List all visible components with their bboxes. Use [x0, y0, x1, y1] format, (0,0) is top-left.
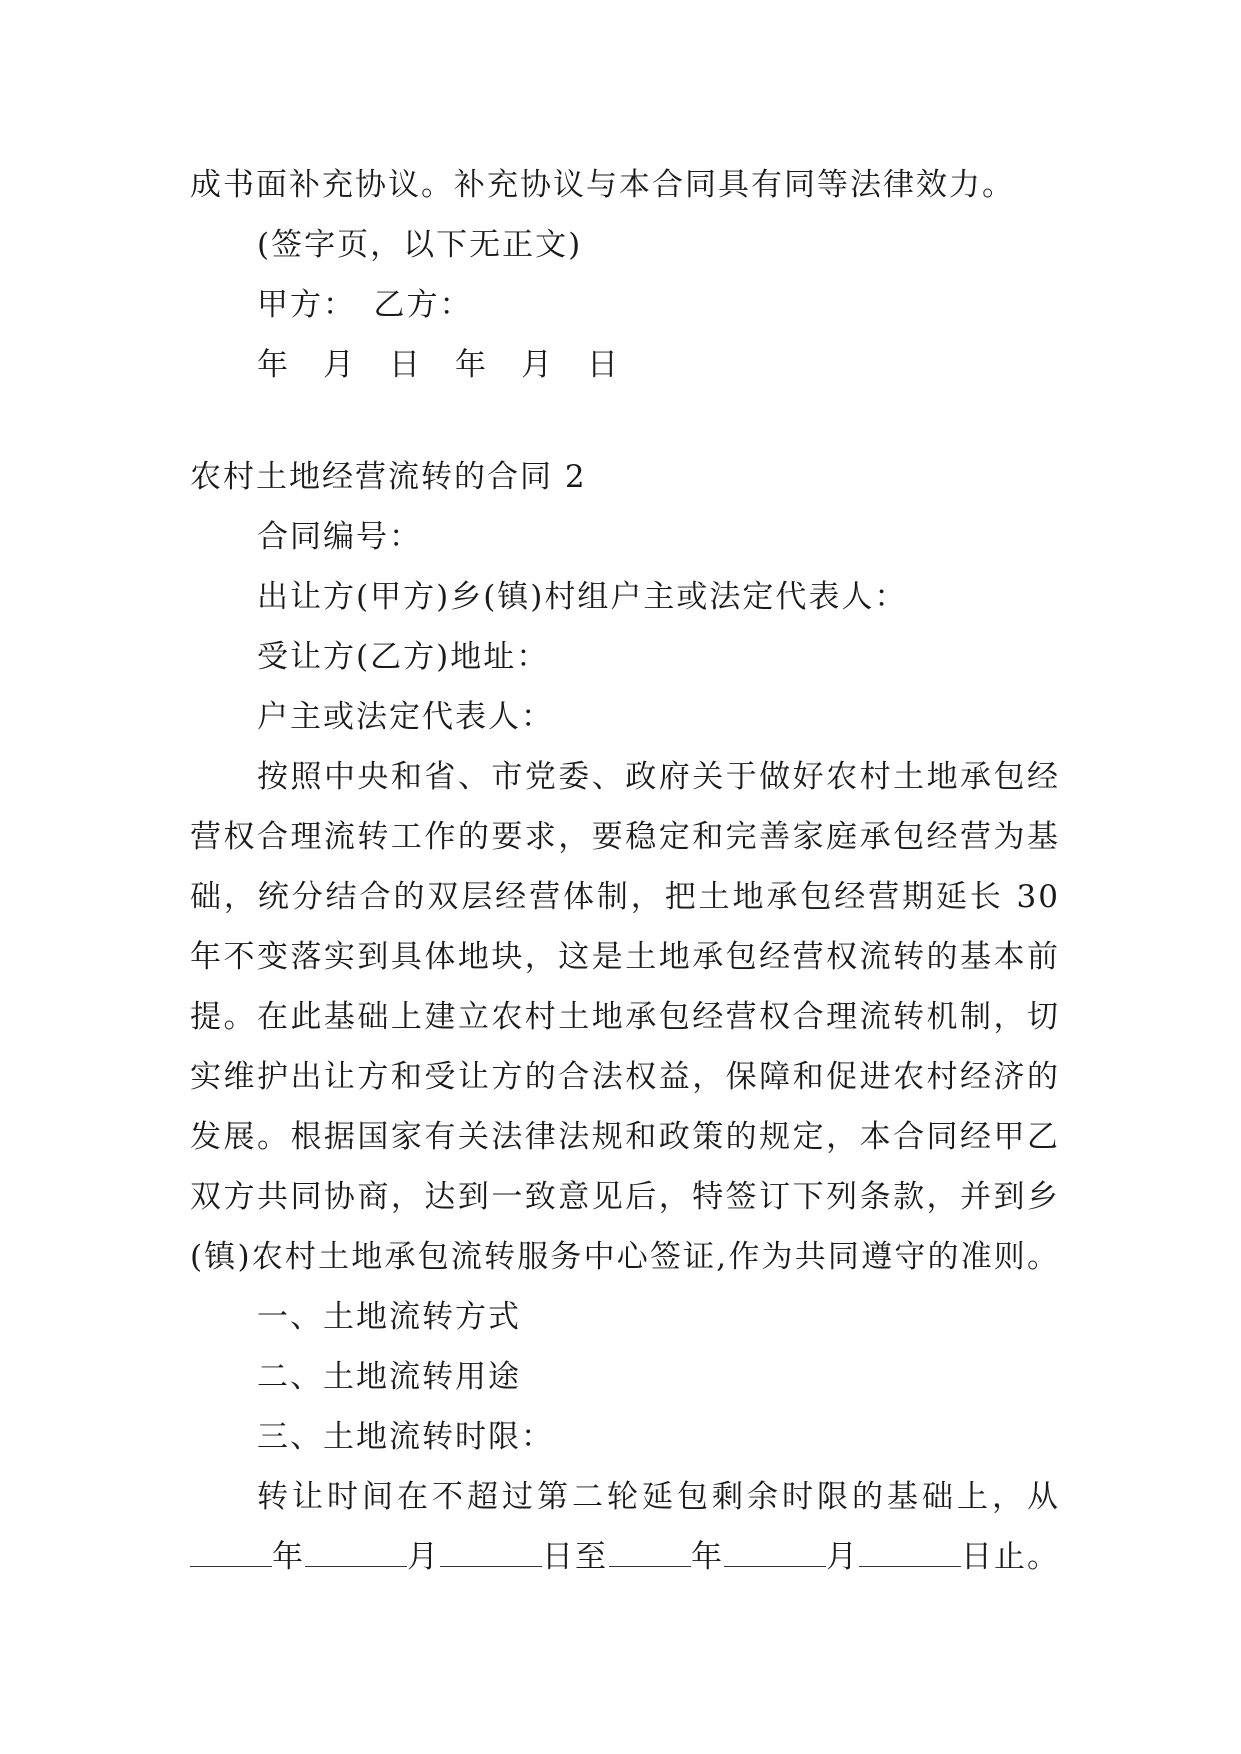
representative-field: 户主或法定代表人：: [257, 699, 554, 735]
signature-date-line: 年 月 日 年 月 日: [257, 347, 620, 383]
month-label: 月: [826, 1539, 859, 1575]
paragraph-line: 双方共同协商，达到一致意见后，特签订下列条款，并到乡: [190, 1179, 1060, 1215]
term-line: 转让时间在不超过第二轮延包剩余时限的基础上，从: [257, 1479, 1060, 1515]
paragraph-line: 营权合理流转工作的要求，要稳定和完善家庭承包经营为基: [190, 819, 1060, 855]
signature-page-note: (签字页，以下无正文): [257, 227, 583, 263]
day-to-label: 日至: [542, 1539, 608, 1575]
contract-number-field: 合同编号：: [257, 519, 422, 555]
party-signature-line: 甲方： 乙方：: [257, 287, 473, 323]
section-title: 农村土地经营流转的合同 2: [190, 459, 587, 495]
section-gap: [190, 395, 1060, 447]
day-blank: [859, 1530, 961, 1567]
clause-transfer-term: 三、土地流转时限：: [257, 1419, 554, 1455]
paragraph-line: 实维护出让方和受让方的合法权益，保障和促进农村经济的: [190, 1059, 1060, 1095]
clause-transfer-method: 一、土地流转方式: [257, 1299, 521, 1335]
day-blank: [440, 1530, 542, 1567]
day-end-label: 日止。: [961, 1539, 1060, 1575]
paragraph-line: (镇)农村土地承包流转服务中心签证,作为共同遵守的准则。: [190, 1239, 1060, 1275]
paragraph-line: 发展。根据国家有关法律法规和政策的规定，本合同经甲乙: [190, 1119, 1060, 1155]
year-label: 年: [272, 1539, 305, 1575]
paragraph-line: 按照中央和省、市党委、政府关于做好农村土地承包经: [257, 759, 1060, 795]
document-body: [190, 155, 1060, 1587]
paragraph-line: 年不变落实到具体地块，这是土地承包经营权流转的基本前: [190, 939, 1060, 975]
continuation-line: 成书面补充协议。补充协议与本合同具有同等法律效力。: [190, 167, 1015, 203]
month-label: 月: [407, 1539, 440, 1575]
year-label: 年: [691, 1539, 724, 1575]
month-blank: [724, 1530, 826, 1567]
year-blank: [609, 1530, 691, 1567]
date-range-start: [190, 1527, 608, 1587]
date-range-end: [609, 1527, 1060, 1587]
paragraph-line: 础，统分结合的双层经营体制，把土地承包经营期延长 30: [190, 879, 1060, 915]
month-blank: [305, 1530, 407, 1567]
clause-transfer-use: 二、土地流转用途: [257, 1359, 521, 1395]
date-range-line: [190, 1527, 1060, 1587]
transferor-field: 出让方(甲方)乡(镇)村组户主或法定代表人：: [257, 579, 908, 615]
year-blank: [190, 1530, 272, 1567]
transferee-address-field: 受让方(乙方)地址：: [257, 639, 550, 675]
paragraph-line: 提。在此基础上建立农村土地承包经营权合理流转机制，切: [190, 999, 1060, 1035]
